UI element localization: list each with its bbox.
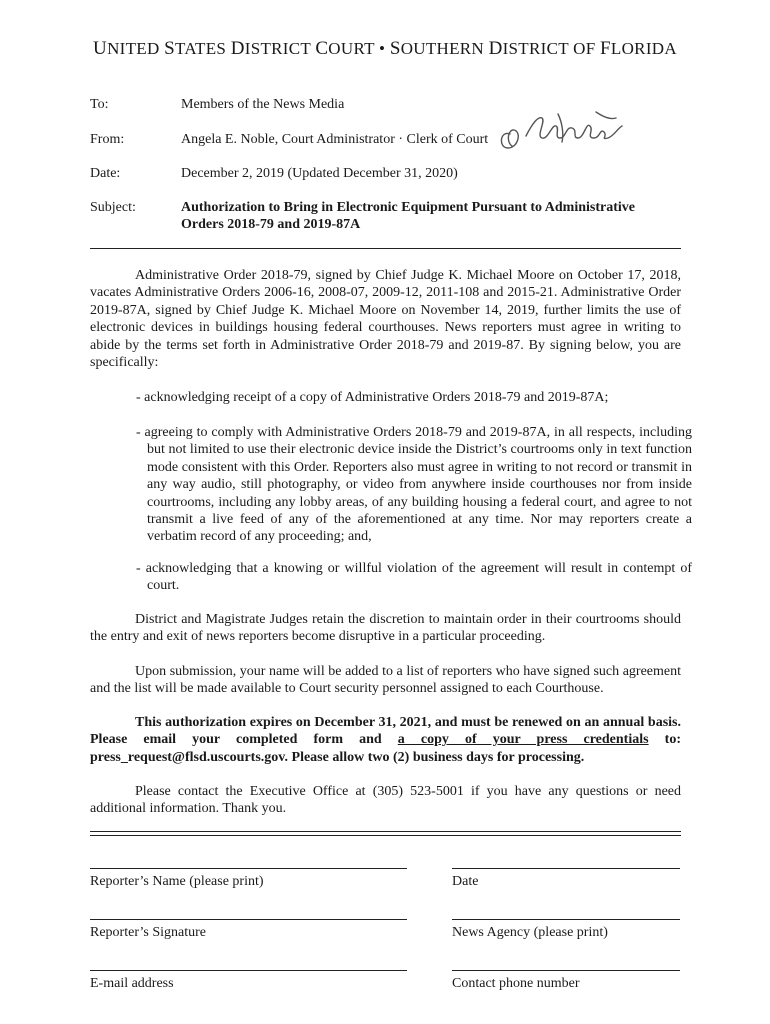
intro-paragraph: Administrative Order 2018-79, signed by Chief Judge K. Michael Moore on October 17, 2018, vacates Administrative Orders 2006-16, 2008-07, 2009-12, 2011-108 and 2015-21. Administrative Order 2019-87A, signed by Chief Judge K. Michael Moore on November 14, 2019, further limits the use of electronic devices in buildings housing federal courthouses. News reporters must agree in writing to abide by the terms set forth in Administrative Order 2018-79 and 2019-87. By signing below, you are specifically: [90, 268, 681, 371]
submission-paragraph: Upon submission, your name will be added to a list of reporters who have signed such agreement and the list will be made available to Court security personnel assigned to each Courthouse. [90, 664, 681, 697]
signature-field-label: Reporter’s Signature [90, 925, 206, 940]
email-signature-line[interactable] [90, 970, 407, 971]
name-signature-line[interactable] [90, 868, 407, 869]
header-text: NITED [107, 39, 165, 58]
header-text: ISTRICT [244, 39, 316, 58]
signature-line[interactable] [90, 919, 407, 920]
header-text: S [164, 38, 175, 59]
court-header [0, 38, 770, 60]
header-text: D [230, 38, 245, 59]
memo-from-label: From: [90, 132, 125, 147]
discretion-paragraph: District and Magistrate Judges retain the discretion to maintain order in their courtrooms should the entry and exit of news reporters become disruptive in a particular proceeding. [90, 612, 681, 645]
memo-date-value: December 2, 2019 (Updated December 31, 2020) [181, 166, 458, 181]
phone-field-label: Contact phone number [452, 976, 580, 991]
header-text: D [488, 38, 503, 59]
agency-signature-line[interactable] [452, 919, 680, 920]
header-separator: • [374, 39, 390, 58]
header-text: OUTHERN [400, 39, 489, 58]
email-field-label: E-mail address [90, 976, 174, 991]
memo-to-label: To: [90, 97, 109, 112]
date-signature-line[interactable] [452, 868, 680, 869]
press-credentials-text: a copy of your press credentials [397, 732, 649, 748]
header-divider [90, 248, 681, 249]
header-text: TATES [175, 39, 231, 58]
memo-date-label: Date: [90, 166, 121, 181]
memo-subject-label: Subject: [90, 200, 136, 215]
list-item: - agreeing to comply with Administrative Orders 2018-79 and 2019-87A, in all respects, including but not limited to use their electronic device inside the District’s courtrooms only in text function mode consistent with this Order. Reporters also must agree in writing to not record or transmit in any way audio, still photography, or video from anywhere inside courthouses nor from inside courtrooms, including any lobby areas, of any building housing a federal court, and agree to not transmit a live feed of any of the aforementioned at any time. Nor may reporters create a verbatim record of any proceeding; and, [136, 425, 692, 545]
email-instruction-text: to: press_request@flsd.uscourts.gov. Please allow two (2) business days for processing. [90, 732, 681, 765]
memo-from-value: Angela E. Noble, Court Administrator · Clerk of Court [181, 132, 489, 147]
form-divider-top [90, 831, 681, 832]
expiration-text: This authorization expires on December 31, 2021, and must be renewed on an annual basis. Please email your completed form and [90, 715, 681, 748]
agency-field-label: News Agency (please print) [452, 925, 608, 940]
header-text: C [315, 38, 329, 59]
list-item: - acknowledging receipt of a copy of Administrative Orders 2018-79 and 2019-87A; [136, 390, 609, 405]
header-text: ISTRICT OF [502, 39, 601, 58]
expiration-paragraph [90, 714, 681, 766]
list-item: - acknowledging that a knowing or willful violation of the agreement will result in contempt of court. [136, 561, 692, 594]
date-field-label: Date [452, 874, 479, 889]
header-text: OURT [328, 39, 375, 58]
handwritten-signature [492, 104, 632, 156]
memo-subject-value: Authorization to Bring in Electronic Equipment Pursuant to Administrative Orders 2018-79 and 2019-87A [181, 200, 635, 232]
header-text: F [600, 38, 611, 59]
header-text: U [93, 38, 108, 59]
form-divider-bottom [90, 835, 681, 836]
contact-paragraph: Please contact the Executive Office at (305) 523-5001 if you have any questions or need additional information. Thank you. [90, 784, 681, 817]
phone-signature-line[interactable] [452, 970, 680, 971]
header-text: S [389, 38, 401, 59]
header-text: LORIDA [610, 39, 677, 58]
memo-to-value: Members of the News Media [181, 97, 345, 112]
name-field-label: Reporter’s Name (please print) [90, 874, 264, 889]
